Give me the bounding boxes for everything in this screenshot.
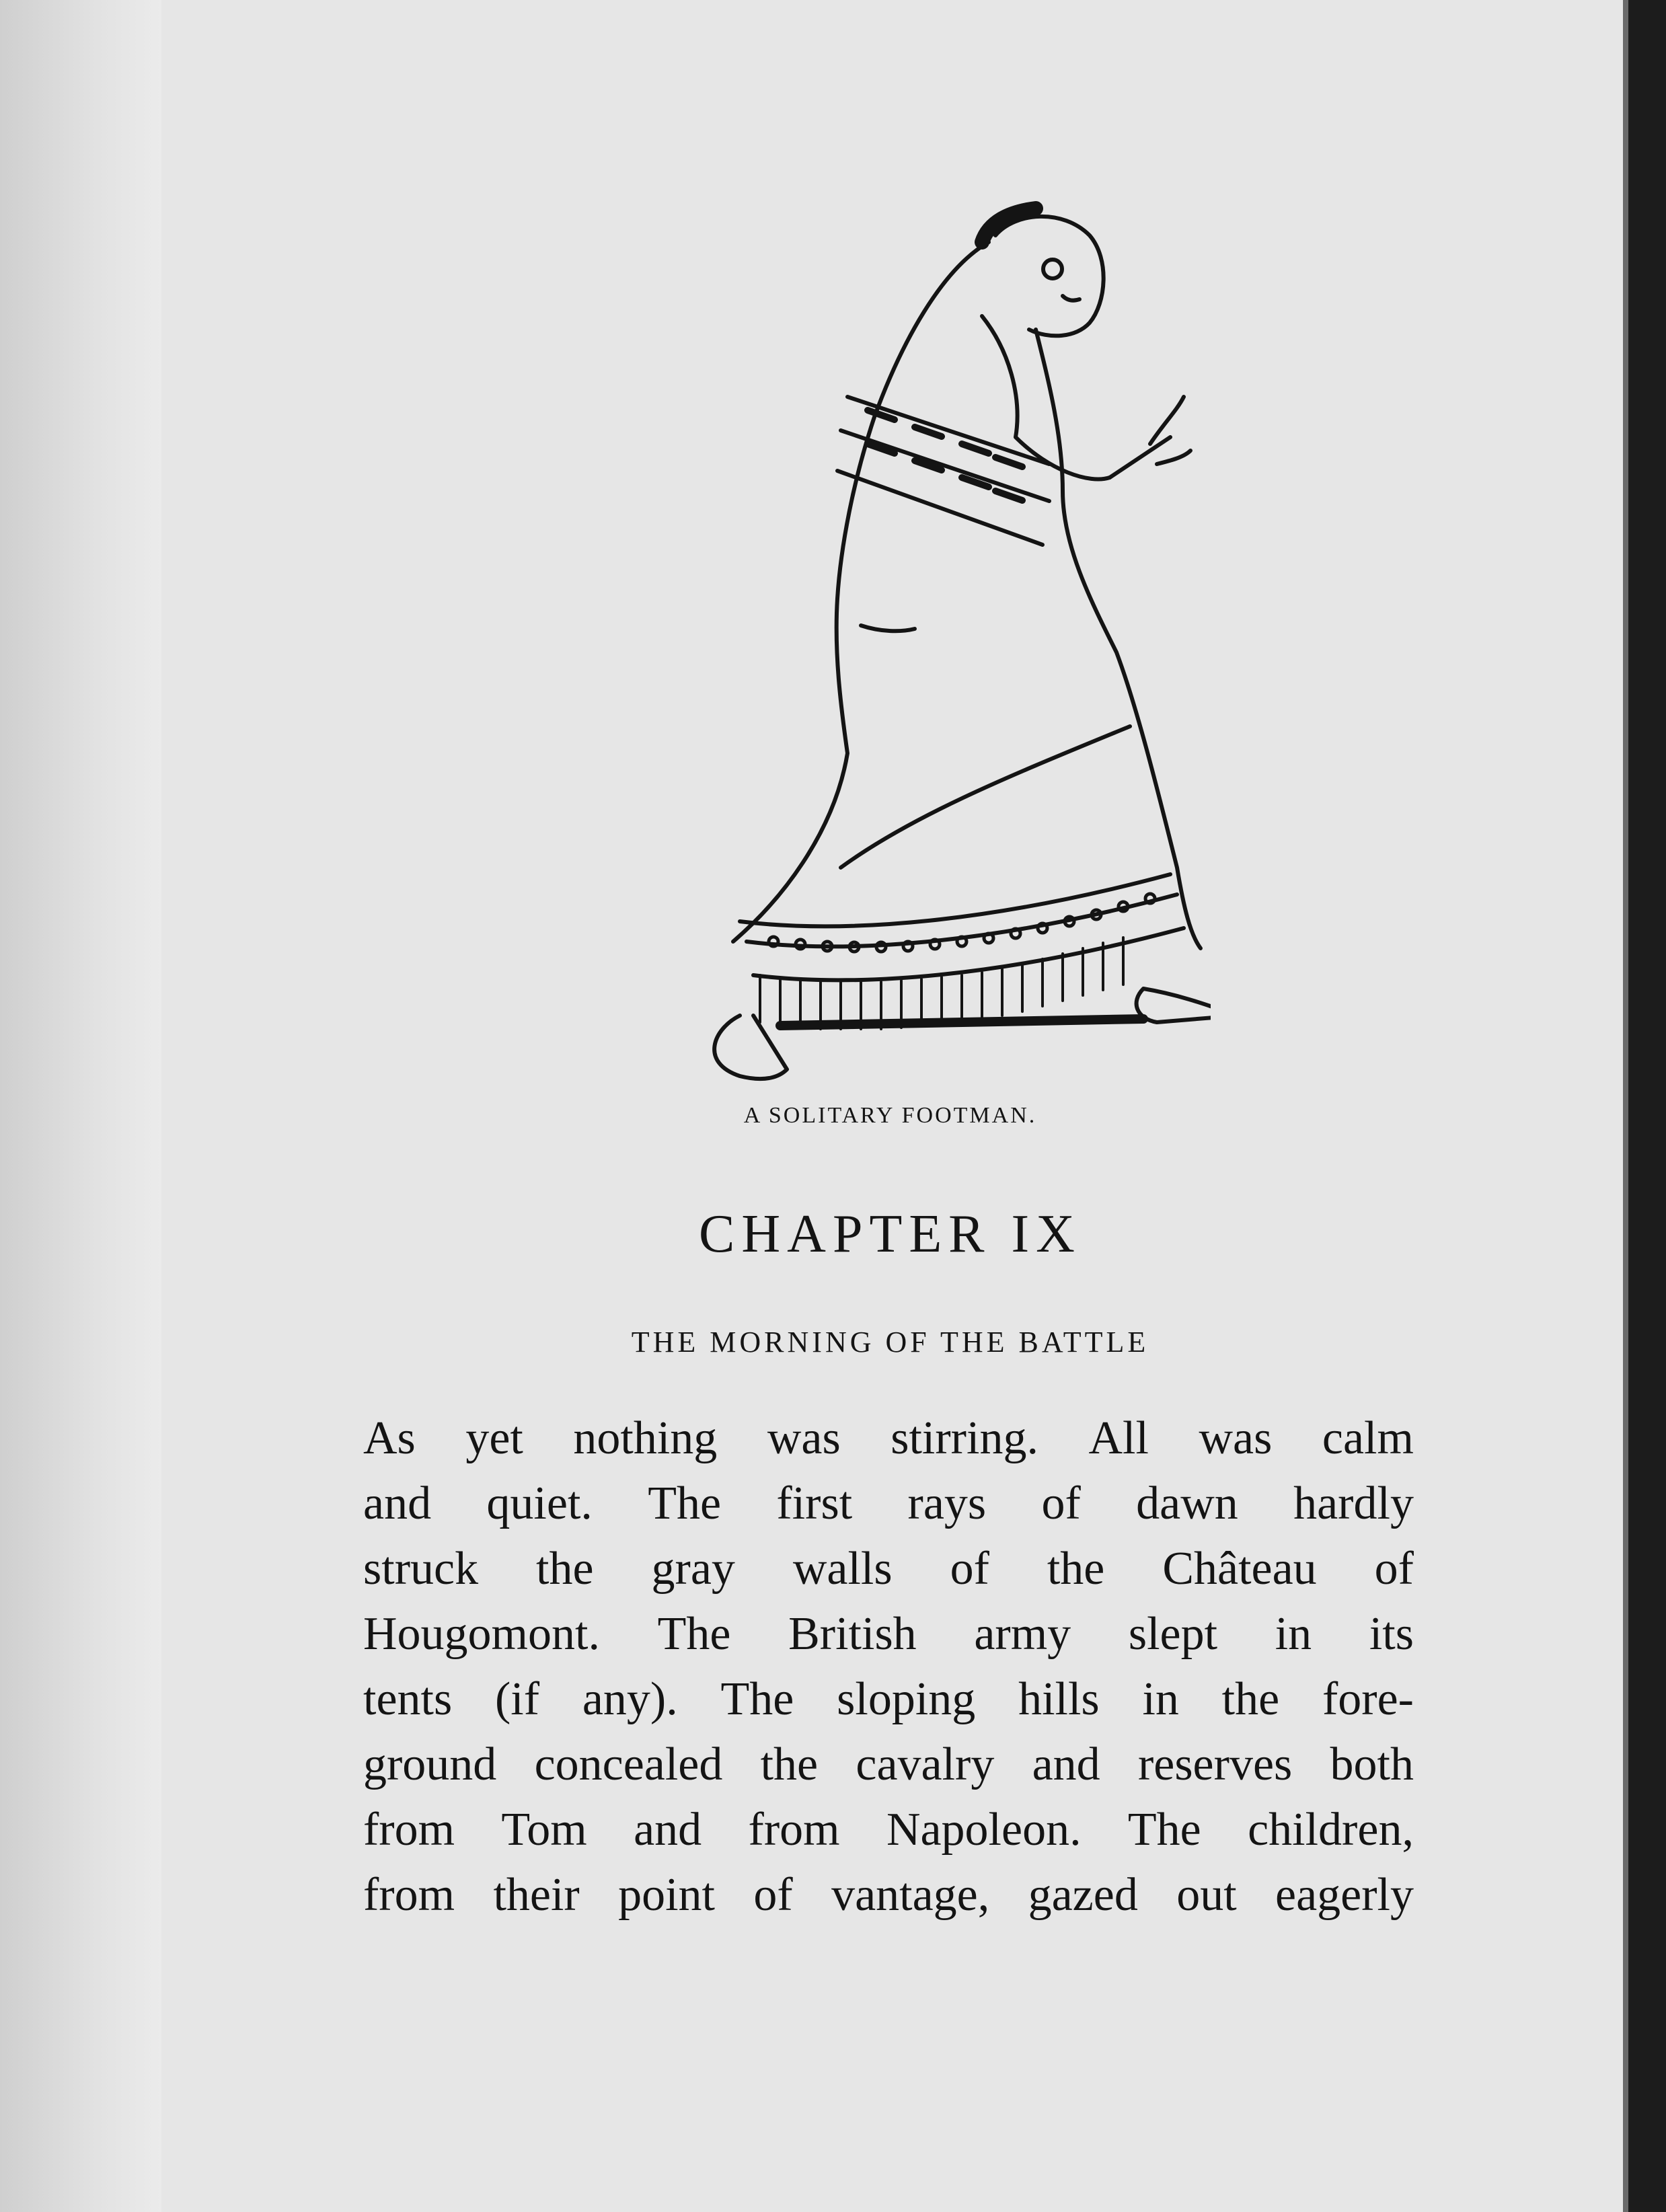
body-text — [363, 1406, 1414, 1928]
text-line: ground concealed the cavalry and reserves both — [363, 1739, 1414, 1790]
text-line: and quiet. The first rays of dawn hardly — [363, 1478, 1414, 1529]
chapter-title: CHAPTER IX — [699, 1205, 1082, 1264]
text-line: from Tom and from Napoleon. The children, — [363, 1804, 1414, 1856]
text-line: Hougomont. The British army slept in its — [363, 1608, 1414, 1660]
text-line: struck the gray walls of the Château of — [363, 1543, 1414, 1595]
text-line: As yet nothing was stirring. All was calm — [363, 1412, 1414, 1464]
footman-illustration — [578, 195, 1211, 1090]
chapter-subtitle: THE MORNING OF THE BATTLE — [631, 1326, 1149, 1359]
text-line: tents (if any). The sloping hills in the fore- — [363, 1673, 1414, 1725]
text-line: from their point of vantage, gazed out eagerly — [363, 1869, 1414, 1921]
illustration-caption: A SOLITARY FOOTMAN. — [743, 1103, 1037, 1128]
